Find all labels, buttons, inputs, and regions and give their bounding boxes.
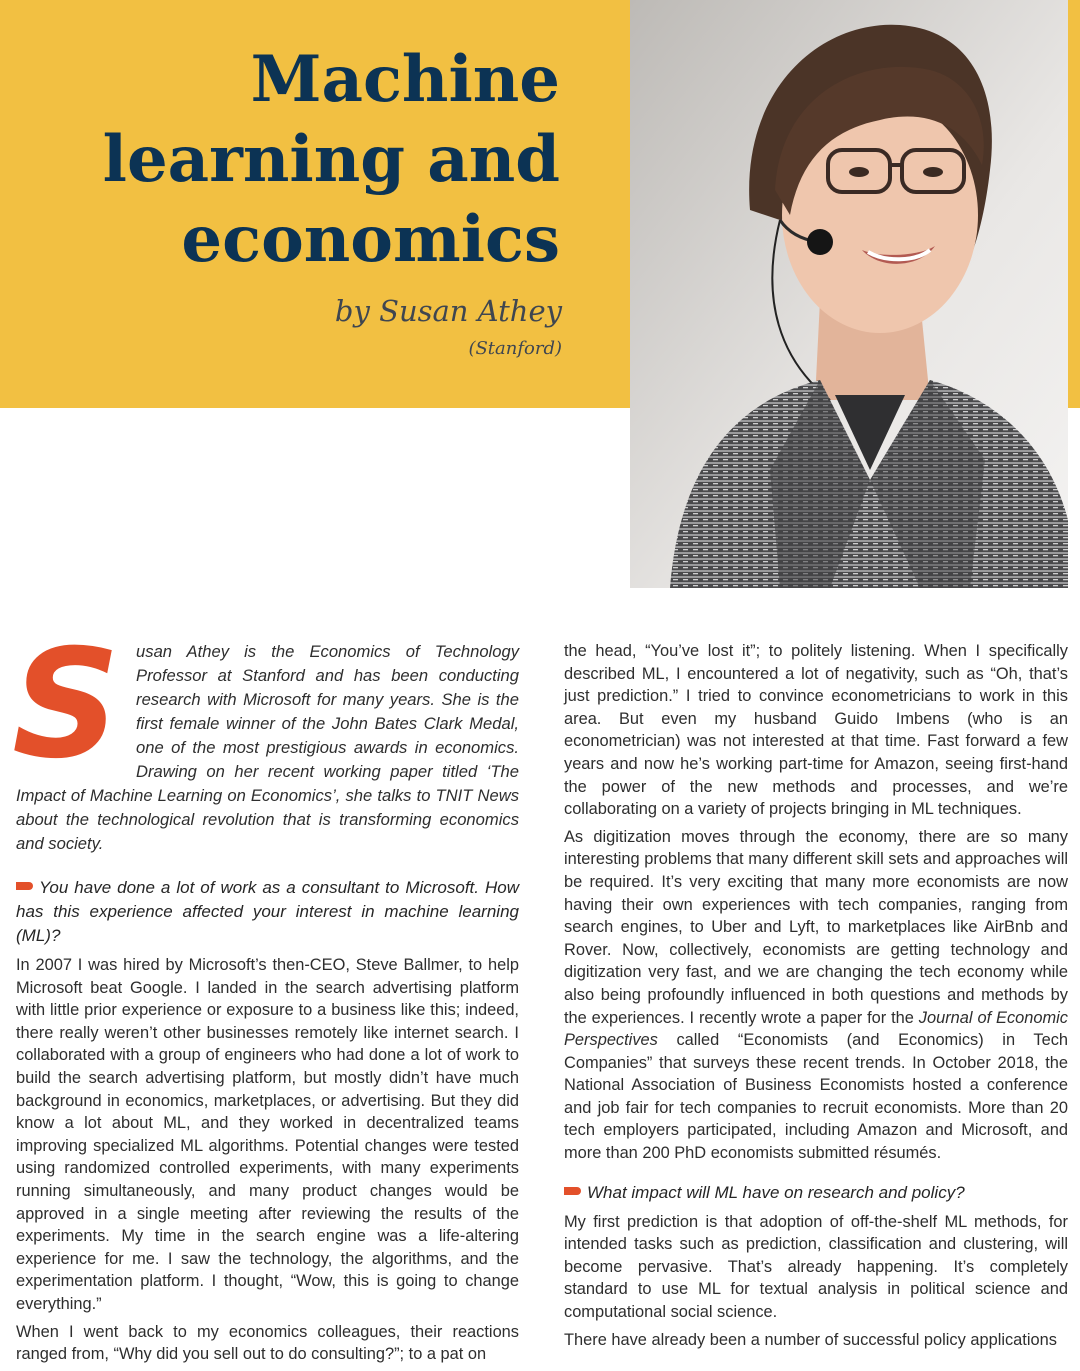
author-photo [630, 0, 1068, 588]
author-byline: by Susan Athey [334, 294, 562, 328]
answer-2-paragraph-1: My first prediction is that adoption of off-the-shelf ML methods, for intended tasks such as prediction, classification and clustering, will become pervasive. That’s already happening. It’s completely standard to use ML for textual analysis in political science and computational social science. [564, 1212, 1068, 1322]
paragraph-3-part-b: called “Economists (and Economics) in Tech Companies” that surveys these recent trends. In October 2018, the National Association of Business Economists hosted a conference and job fair for tech companies to recruit economists. More than 20 tech employers participated, including Amazon and Microsoft, and more than 200 PhD economists submitted résumés. [564, 1031, 1068, 1163]
journal-name: Journal of Economic Perspectives [564, 1008, 1068, 1050]
answer-2-paragraph-2: There have already been a number of successful policy applications [564, 1330, 1057, 1349]
author-affiliation: (Stanford) [468, 338, 562, 359]
title-line-2: learning and [102, 122, 560, 197]
intro-paragraph [12, 618, 519, 856]
arrow-bullet-icon [16, 882, 33, 890]
drop-cap: S [12, 618, 121, 792]
article-title [40, 40, 560, 280]
intro-text: usan Athey is the Economics of Technology Professor at Stanford and has been conducting research with Microsoft for many years. She is the first female winner of the John Bates Clark Medal, one of the most prestigious awards in economics. Drawing on her recent working paper titled ‘The Impact of Machine Learning on Economics’, she talks to TNIT News about the technological revolution that is transforming economics and society. [16, 642, 519, 853]
question-1 [16, 876, 519, 948]
answer-1-paragraph-2: When I went back to my economics colleagues, their reactions ranged from, “Why did you sell out to do consulting?”; to a pat on [16, 1322, 519, 1364]
question-2-text: What impact will ML have on research and policy? [587, 1182, 965, 1202]
question-2 [564, 1181, 1068, 1205]
question-1-text: You have done a lot of work as a consultant to Microsoft. How has this experience affected your interest in machine learning (ML)? [16, 878, 519, 945]
title-line-1: Machine [250, 42, 560, 117]
title-line-3: economics [181, 202, 560, 277]
answer-1-paragraph-3 [564, 826, 1068, 1165]
right-column [564, 640, 1068, 1356]
arrow-bullet-icon [564, 1187, 581, 1195]
paragraph-3-part-a: As digitization moves through the economy, there are so many interesting problems that many different skill sets and approaches will be required. It’s very exciting that many more economists are now having their own experiences with tech companies, ranging from search engines, to Uber and Lyft, to marketplaces like AirBnb and Rover. Now, collectively, economists are getting technology and digitization very fast, and we are changing the tech economy while also being profoundly influenced in both questions and methods by the experiences. I recently wrote a paper for the [564, 827, 1068, 1027]
answer-1-paragraph-2-continued: the head, “You’ve lost it”; to politely listening. When I specifically described ML, I encountered a lot of negativity, such as “Oh, that’s just prediction.” I tried to convince econometricians to work in this area. But even my husband Guido Imbens (who is an econometrician) was not interested at that time. Fast forward a few years and now he’s working part-time for Amazon, seeing first-hand the power of the new methods and processes, and we’re collaborating on a variety of projects bringing in ML techniques. [564, 642, 1068, 819]
answer-1-paragraph-1: In 2007 I was hired by Microsoft’s then-CEO, Steve Ballmer, to help Microsoft beat Google. I landed in the search advertising platform with little prior experience or exposure to a business like this; indeed, there really weren’t other businesses remotely like internet search. I collaborated with a group of engineers who had done a lot of work to build the search advertising platform, but mostly didn’t have much background in economics, marketplaces, or advertising. But they did know a lot about ML, and they worked in decentralized teams improving specialized ML algorithms. Potential changes were tested using randomized controlled experiments, with many experiments running simultaneously, and many product changes would be approved in a single meeting after reviewing the results of the experiments. My time in the search engine was a life-altering experience for me. I saw the technology, the algorithms, and the experimentation platform. I thought, “Wow, this is going to change everything.” [16, 956, 519, 1313]
left-column [12, 618, 519, 1371]
portrait-illustration [630, 0, 1068, 588]
